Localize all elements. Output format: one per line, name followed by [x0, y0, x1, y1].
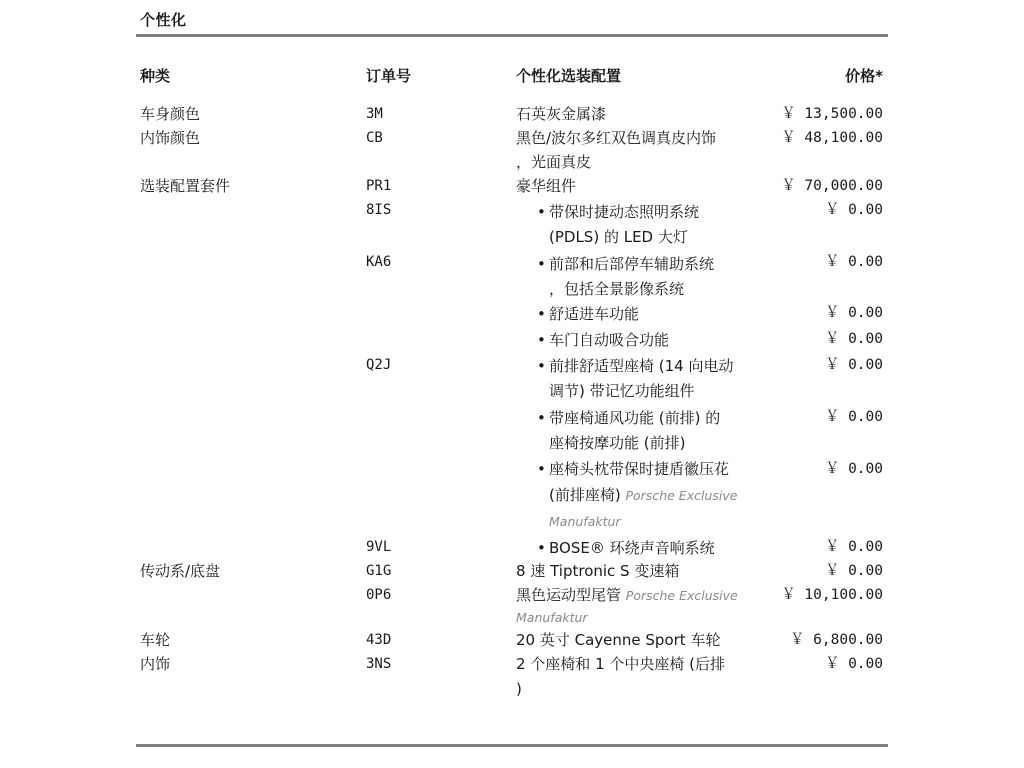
row-category: 传动系/底盘: [140, 562, 221, 580]
bullet-icon: •: [537, 255, 546, 273]
header-category: 种类: [140, 67, 171, 85]
row-order: G1G: [366, 563, 392, 579]
row-order: CB: [366, 130, 383, 146]
row-price: ￥ 0.00: [824, 254, 883, 270]
sub-item: [537, 328, 669, 353]
sub-item-line1: [537, 200, 699, 225]
sub-item-text: (前排座椅): [549, 486, 621, 504]
row-price: ￥ 13,500.00: [781, 106, 883, 122]
row-category: 车轮: [140, 631, 171, 649]
row-config-line2: ，光面真皮: [516, 153, 592, 171]
sub-item-text: 车门自动吸合功能: [549, 331, 670, 349]
brand-label: Porsche Exclusive: [625, 588, 738, 603]
row-price: ￥ 10,100.00: [781, 587, 883, 603]
row-config-line1: 黑色/波尔多红双色调真皮内饰: [516, 129, 717, 147]
row-price: ￥ 0.00: [824, 305, 883, 321]
row-config-line2: ): [516, 680, 522, 698]
row-price: ￥ 0.00: [824, 461, 883, 477]
row-price: ￥ 0.00: [824, 656, 883, 672]
brand-label: Manufaktur: [516, 610, 588, 625]
row-order: KA6: [366, 254, 392, 270]
sub-item-text: 带座椅通风功能 (前排) 的: [549, 409, 721, 427]
sub-item-text: 带保时捷动态照明系统: [549, 203, 700, 221]
brand-label: Porsche Exclusive: [625, 488, 738, 503]
sub-item: [537, 536, 715, 561]
bullet-icon: •: [537, 539, 546, 557]
header-order-number: 订单号: [366, 67, 412, 85]
bullet-icon: •: [537, 331, 546, 349]
row-category: 内饰颜色: [140, 129, 201, 147]
bullet-icon: •: [537, 460, 546, 478]
row-config: 20 英寸 Cayenne Sport 车轮: [516, 631, 721, 649]
row-config: 石英灰金属漆: [516, 105, 607, 123]
row-order: 43D: [366, 632, 392, 648]
sub-item-line1: [537, 354, 733, 379]
row-order: PR1: [366, 178, 392, 194]
row-order: Q2J: [366, 357, 392, 373]
sub-item-line2: ，包括全景影像系统: [549, 280, 685, 298]
sub-item-text: 前部和后部停车辅助系统: [549, 255, 715, 273]
row-order: 8IS: [366, 202, 392, 218]
row-price: ￥ 48,100.00: [781, 130, 883, 146]
brand-label-line2: [537, 509, 621, 535]
row-price: ￥ 0.00: [824, 409, 883, 425]
bullet-icon: •: [537, 409, 546, 427]
section-title: 个性化: [140, 11, 187, 29]
row-price: ￥ 6,800.00: [789, 632, 883, 648]
sub-item-text: BOSE® 环绕声音响系统: [549, 539, 715, 557]
row-price: ￥ 0.00: [824, 331, 883, 347]
row-price: ￥ 0.00: [824, 563, 883, 579]
bottom-divider: [136, 744, 888, 747]
sub-item-text: 前排舒适型座椅 (14 向电动: [549, 357, 734, 375]
top-divider: [136, 34, 888, 37]
sub-item-line1: [537, 406, 720, 431]
sub-item: [537, 302, 639, 327]
row-price: ￥ 0.00: [824, 539, 883, 555]
row-config-text: 黑色运动型尾管: [516, 586, 622, 604]
row-price: ￥ 0.00: [824, 202, 883, 218]
brand-label-line2: [516, 605, 588, 631]
sub-item-line2: 座椅按摩功能 (前排): [549, 434, 686, 452]
sub-item-text: 座椅头枕带保时捷盾徽压花: [549, 460, 730, 478]
sub-item-line2: (PDLS) 的 LED 大灯: [549, 228, 688, 246]
bullet-icon: •: [537, 305, 546, 323]
row-price: ￥ 70,000.00: [781, 178, 883, 194]
sub-item-line1: [537, 457, 729, 482]
row-order: 3NS: [366, 656, 392, 672]
row-order: 3M: [366, 106, 383, 122]
row-category: 车身颜色: [140, 105, 201, 123]
sub-item-line2: [537, 483, 737, 509]
bullet-icon: •: [537, 203, 546, 221]
row-order: 0P6: [366, 587, 392, 603]
header-configuration: 个性化选装配置: [516, 67, 622, 85]
header-price: 价格*: [845, 67, 883, 85]
sub-item-text: 舒适进车功能: [549, 305, 640, 323]
row-price: ￥ 0.00: [824, 357, 883, 373]
sub-item-line1: [537, 252, 714, 277]
row-order: 9VL: [366, 539, 392, 555]
row-config: 豪华组件: [516, 177, 577, 195]
brand-label: Manufaktur: [549, 514, 621, 529]
row-config-line1: 2 个座椅和 1 个中央座椅 (后排: [516, 655, 726, 673]
row-config: 8 速 Tiptronic S 变速箱: [516, 562, 680, 580]
bullet-icon: •: [537, 357, 546, 375]
sub-item-line2: 调节) 带记忆功能组件: [549, 382, 695, 400]
row-category: 选装配置套件: [140, 177, 231, 195]
row-category: 内饰: [140, 655, 171, 673]
